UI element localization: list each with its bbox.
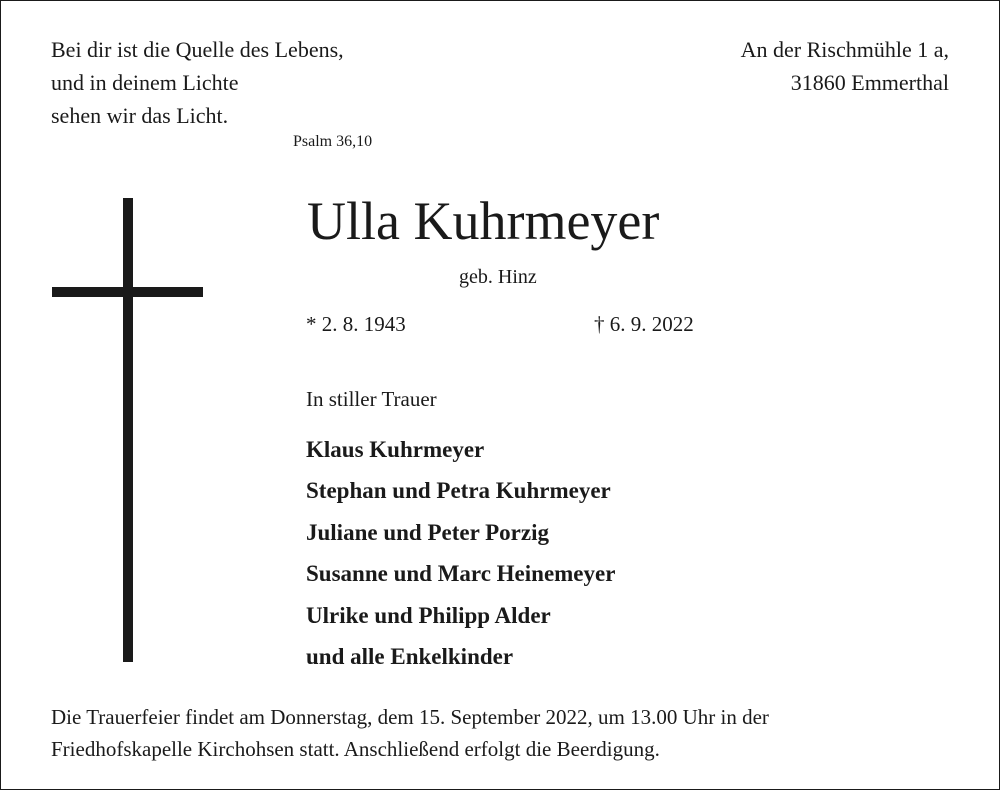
- verse-line: und in deinem Lichte: [51, 70, 239, 95]
- family-member: und alle Enkelkinder: [306, 644, 514, 670]
- address-block: [741, 33, 949, 99]
- funeral-notice: [51, 701, 769, 765]
- verse-line: Bei dir ist die Quelle des Lebens,: [51, 37, 344, 62]
- birth-date: * 2. 8. 1943: [306, 312, 406, 336]
- address-city: 31860 Emmerthal: [790, 70, 949, 95]
- address-street: An der Rischmühle 1 a,: [740, 37, 949, 62]
- verse-source: Psalm 36,10: [293, 133, 373, 150]
- deceased-name: Ulla Kuhrmeyer: [307, 191, 660, 251]
- bible-verse: [51, 33, 344, 132]
- verse-line: sehen wir das Licht.: [51, 103, 229, 128]
- funeral-notice-line: Die Trauerfeier findet am Donnerstag, dem 15. September 2022, um 13.00 Uhr in der: [51, 705, 769, 729]
- funeral-notice-line: Friedhofskapelle Kirchohsen statt. Anschließend erfolgt die Beerdigung.: [51, 737, 660, 761]
- cross-horizontal-bar: [52, 287, 203, 297]
- family-member: Stephan und Petra Kuhrmeyer: [306, 478, 611, 504]
- family-member: Klaus Kuhrmeyer: [306, 437, 485, 462]
- family-member: Juliane und Peter Porzig: [306, 519, 549, 545]
- mourning-line: In stiller Trauer: [306, 387, 437, 411]
- maiden-name: geb. Hinz: [459, 266, 537, 288]
- family-member: Ulrike und Philipp Alder: [306, 602, 551, 628]
- cross-vertical-bar: [123, 198, 133, 662]
- family-member: Susanne und Marc Heinemeyer: [306, 561, 616, 587]
- family-list: [306, 429, 615, 677]
- death-date: † 6. 9. 2022: [594, 312, 694, 336]
